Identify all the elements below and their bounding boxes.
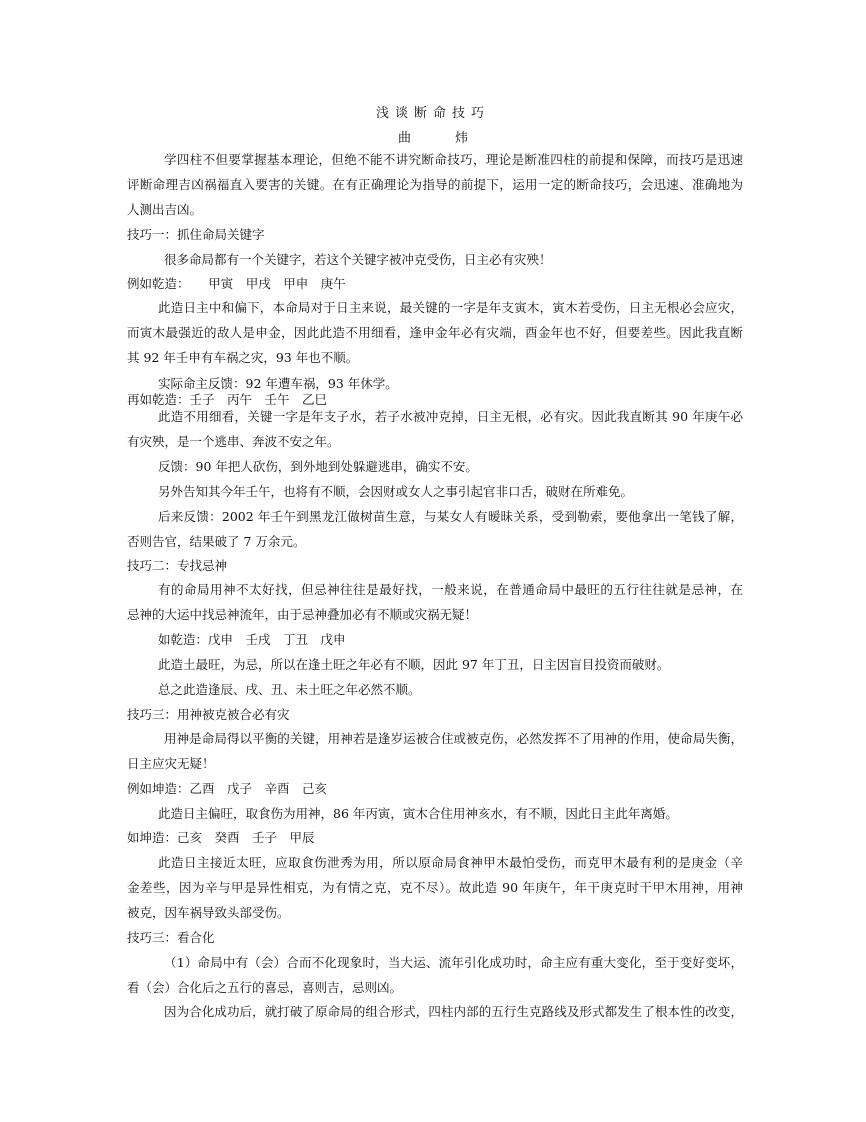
paragraph-line: 此造土最旺，为忌，所以在逢土旺之年必有不顺，因此 97 年丁丑，日主因盲目投资而破财。: [158, 657, 670, 672]
paragraph-line: 金差些，因为辛与甲是异性相克，为有情之克，克不尽）。故此造 90 年庚午，年干庚克时干甲木用神，用神: [127, 880, 743, 895]
example-chart-line: 例如坤造：乙酉 戊子 辛酉 己亥: [127, 781, 328, 796]
feedback-line: 后来反馈：2002 年壬午到黑龙江做树苗生意，与某女人有暧昧关系，受到勒索，要他拿出一笔钱了解，: [158, 509, 743, 524]
example-chart-line: 再如乾造：壬子 丙午 壬午 乙巳: [127, 392, 328, 407]
paragraph-line: 评断命理吉凶祸福直入要害的关键。在有正确理论为指导的前提下，运用一定的断命技巧，会迅速、准确地为: [127, 177, 743, 192]
paragraph-line: 而寅木最强近的敌人是申金，因此此造不用细看，逢申金年必有灾端，酉金年也不好，但要差些。因此我直断: [127, 325, 743, 340]
paragraph-line: 日主应灾无疑！: [127, 756, 215, 771]
section-heading: 技巧二：专找忌神: [127, 558, 228, 573]
paragraph-line: 此造日主中和偏下，本命局对于日主来说，最关键的一字是年支寅木，寅木若受伤，日主无根必会应灾，: [158, 300, 743, 315]
paragraph-line: 其 92 年壬申有车祸之灾，93 年也不顺。: [127, 350, 359, 365]
example-chart-line: 例如乾造： 甲寅 甲戌 甲申 庚午: [127, 276, 346, 291]
paragraph-line: 有灾殃，是一个逃串、奔波不安之年。: [127, 434, 340, 449]
paragraph-line: （1）命局中有（会）合而不化现象时，当大运、流年引化成功时，命主应有重大变化，至于变好变坏，: [164, 955, 743, 970]
section-heading: 技巧三：用神被克被合必有灾: [127, 707, 290, 722]
paragraph-line: 总之此造逢辰、戌、丑、未土旺之年必然不顺。: [158, 682, 421, 697]
paragraph-line: 有的命局用神不太好找，但忌神往往是最好找，一般来说，在普通命局中最旺的五行往往就是忌神，在: [158, 582, 743, 597]
paragraph-line: 此造日主接近太旺，应取食伤泄秀为用，所以原命局食神甲木最怕受伤，而克甲木最有利的是庚金（辛: [158, 855, 743, 870]
paragraph-line: 此造不用细看，关键一字是年支子水，若子水被冲克掉，日主无根，必有灾。因此我直断其 90 年庚午必: [158, 409, 743, 424]
paragraph-line: 看（会）合化后之五行的喜忌，喜则吉，忌则凶。: [127, 980, 403, 995]
feedback-line: 反馈：90 年把人砍伤，到外地到处躲避逃串，确实不安。: [158, 459, 478, 474]
author-given: 曲: [397, 131, 411, 146]
author-name: [0, 127, 866, 146]
document-title: 浅谈断命技巧: [375, 106, 490, 121]
paragraph-line: 学四柱不但要掌握基本理论，但绝不能不讲究断命技巧，理论是断准四柱的前提和保障，而技巧是迅速: [164, 152, 743, 167]
section-heading: 技巧三：看合化: [127, 930, 215, 945]
paragraph-line: 因为合化成功后，就打破了原命局的组合形式，四柱内部的五行生克路线及形式都发生了根本性的改变，: [164, 1004, 743, 1019]
feedback-line: 实际命主反馈：92 年遭车祸，93 年休学。: [158, 376, 398, 391]
section-heading: 技巧一：抓住命局关键字: [127, 227, 265, 242]
paragraph-line: 另外告知其今年壬午，也将有不顺，会因财或女人之事引起官非口舌，破财在所难免。: [158, 484, 634, 499]
example-chart-line: 如乾造：戊申 壬戌 丁丑 戊申: [158, 632, 346, 647]
paragraph-line: 此造日主偏旺，取食伤为用神，86 年丙寅，寅木合住用神亥水，有不顺，因此日主此年离婚。: [158, 806, 678, 821]
paragraph-line: 忌神的大运中找忌神流年，由于忌神叠加必有不顺或灾祸无疑！: [127, 607, 478, 622]
paragraph-line: 否则告官，结果破了 7 万余元。: [127, 534, 306, 549]
example-chart-line: 如坤造：己亥 癸酉 壬子 甲辰: [127, 830, 315, 845]
paragraph-line: 人测出吉凶。: [127, 202, 203, 217]
paragraph-line: 很多命局都有一个关键字，若这个关键字被冲克受伤，日主必有灾殃！: [164, 252, 552, 267]
paragraph-line: 用神是命局得以平衡的关键，用神若是逢岁运被合住或被克伤，必然发挥不了用神的作用，使命局失衡，: [164, 731, 743, 746]
paragraph-line: 被克，因车祸导致头部受伤。: [127, 905, 290, 920]
author-family: 炜: [455, 131, 469, 146]
